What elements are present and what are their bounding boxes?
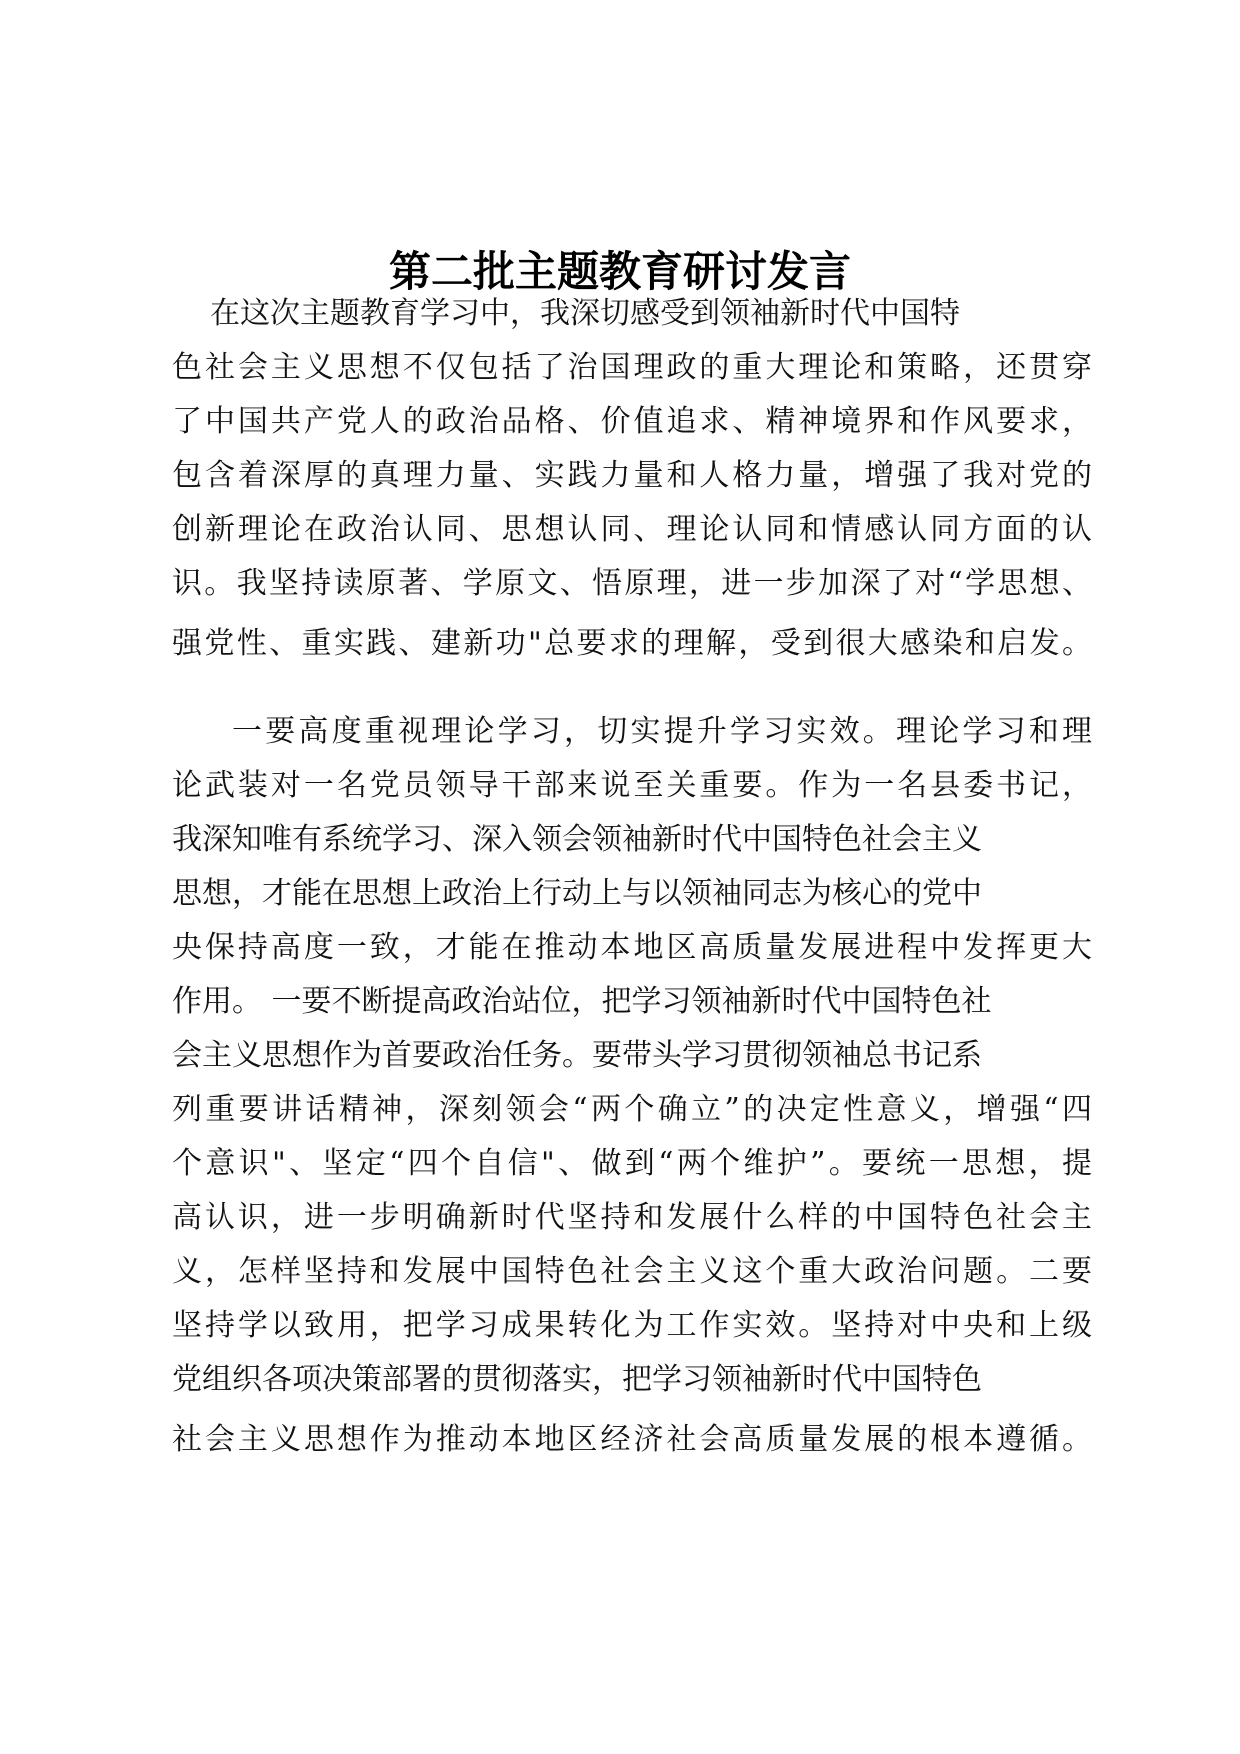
paragraph-line: 党组织各项决策部署的贯彻落实，把学习领袖新时代中国特色 [172,1362,982,1397]
paragraph-line: 创新理论在政治认同、思想认同、理论认同和情感认同方面的认 [172,512,1092,547]
paragraph-line: 义，怎样坚持和发展中国特色社会主义这个重大政治问题。二要 [172,1254,1092,1289]
paragraph-line: 色社会主义思想不仅包括了治国理政的重大理论和策略，还贯穿 [172,350,1092,385]
paragraph-line: 思想，才能在思想上政治上行动上与以领袖同志为核心的党中 [172,876,982,911]
paragraph-line: 作用。 一要不断提高政治站位，把学习领袖新时代中国特色社 [172,984,992,1019]
paragraph-line: 社会主义思想作为推动本地区经济社会高质量发展的根本遵循。 [172,1422,1092,1457]
paragraph-line: 列重要讲话精神，深刻领会“两个确立”的决定性意义，增强“四 [172,1092,1092,1127]
paragraph-line: 强党性、重实践、建新功"总要求的理解，受到很大感染和启发。 [172,626,1092,661]
paragraph-line: 坚持学以致用，把学习成果转化为工作实效。坚持对中央和上级 [172,1308,1092,1343]
paragraph-line: 论武装对一名党员领导干部来说至关重要。作为一名县委书记， [172,768,1092,803]
document-title: 第二批主题教育研讨发言 [388,247,851,296]
paragraph-line: 了中国共产党人的政治品格、价值追求、精神境界和作风要求， [172,404,1092,439]
paragraph-line: 会主义思想作为首要政治任务。要带头学习贯彻领袖总书记系 [172,1038,982,1073]
paragraph-line: 包含着深厚的真理力量、实践力量和人格力量，增强了我对党的 [172,458,1092,493]
paragraph-line: 我深知唯有系统学习、深入领会领袖新时代中国特色社会主义 [172,822,982,857]
paragraph-line: 个意识"、坚定“四个自信"、做到“两个维护”。要统一思想，提 [172,1146,1092,1181]
paragraph-line: 高认识，进一步明确新时代坚持和发展什么样的中国特色社会主 [172,1200,1092,1235]
paragraph-line: 识。我坚持读原著、学原文、悟原理，进一步加深了对“学思想、 [172,566,1092,601]
paragraph-line: 在这次主题教育学习中，我深切感受到领袖新时代中国特 [210,296,960,331]
paragraph-line: 一要高度重视理论学习，切实提升学习实效。理论学习和理 [232,714,1092,749]
paragraph-line: 央保持高度一致，才能在推动本地区高质量发展进程中发挥更大 [172,930,1092,965]
